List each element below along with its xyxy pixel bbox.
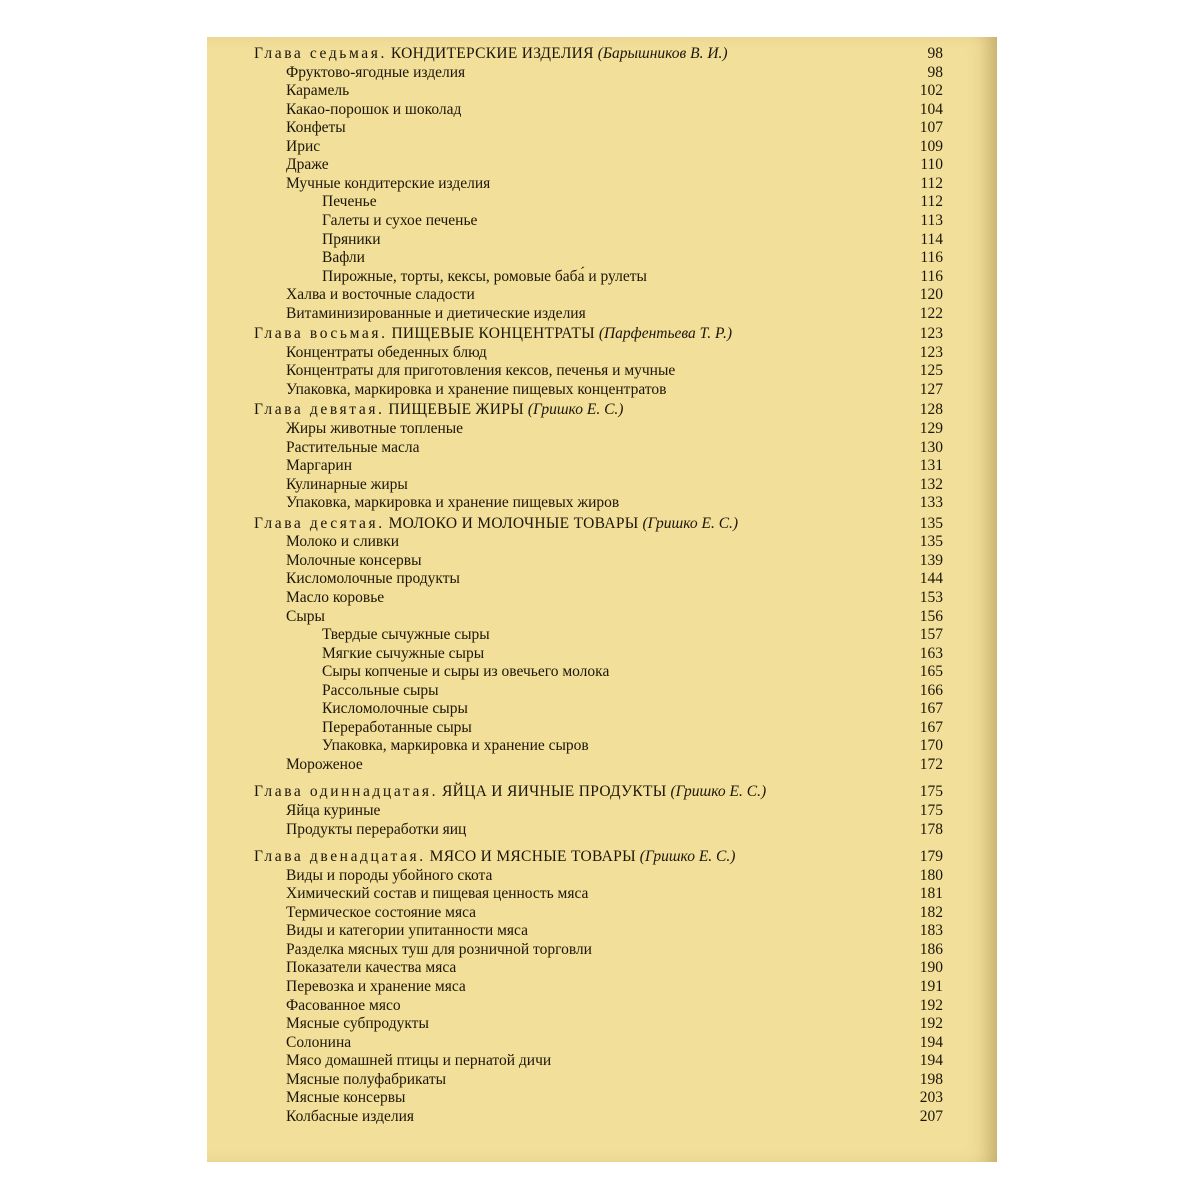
page-number: 178	[919, 820, 943, 838]
entry-title: Молоко и сливки	[286, 533, 400, 551]
chapter-author: (Гришко Е. С.)	[639, 848, 736, 866]
toc-entry	[207, 457, 997, 475]
page-number: 194	[919, 1033, 943, 1051]
entry-title: Сыры	[286, 607, 325, 625]
entry-title: Халва и восточные сладости	[286, 286, 475, 304]
page-number: 203	[919, 1089, 943, 1107]
page-number: 165	[919, 663, 943, 681]
entry-title: Рассольные сыры	[322, 681, 439, 699]
entry-title: Виды и категории упитанности мяса	[286, 922, 528, 940]
page-number: 175	[919, 802, 943, 819]
page-number: 128	[919, 401, 943, 419]
toc-entry	[207, 867, 997, 885]
toc-entry	[207, 1071, 997, 1089]
page-number: 112	[920, 193, 943, 211]
toc-entry	[207, 212, 997, 230]
page-number: 98	[927, 45, 943, 62]
entry-title: Жиры животные топленые	[286, 420, 464, 437]
page-number: 131	[919, 457, 943, 475]
entry-title: Термическое состояние мяса	[286, 903, 477, 921]
toc-entry	[207, 138, 997, 156]
entry-title: Мясные консервы	[286, 1089, 406, 1107]
toc-entry	[207, 305, 997, 323]
entry-title: Масло коровье	[286, 588, 385, 606]
chapter-heading	[207, 848, 997, 866]
chapter-title: ПИЩЕВЫЕ КОНЦЕНТРАТЫ	[391, 325, 595, 343]
page-number: 190	[919, 959, 943, 977]
toc-entry	[207, 175, 997, 193]
chapter-prefix: Глава одиннадцатая.	[254, 783, 439, 801]
chapter-heading	[207, 45, 997, 63]
page-number: 156	[919, 607, 943, 625]
chapter-heading	[207, 515, 997, 533]
page-number: 166	[919, 681, 943, 699]
page-number: 114	[920, 230, 943, 248]
toc-entry	[207, 119, 997, 137]
page-number: 175	[919, 783, 943, 801]
page-number: 116	[920, 267, 943, 285]
chapter-prefix: Глава девятая.	[254, 401, 385, 419]
page-number: 135	[919, 533, 943, 551]
page-number: 172	[919, 755, 943, 773]
page-number: 135	[919, 514, 943, 532]
toc-entry	[207, 439, 997, 457]
entry-title: Концентраты обеденных блюд	[286, 343, 487, 361]
page-number: 181	[919, 885, 943, 903]
chapter-heading-text	[254, 45, 728, 63]
chapter-author: (Барышников В. И.)	[597, 45, 728, 62]
chapter-heading-text	[254, 848, 735, 866]
toc-entry	[207, 922, 997, 940]
chapter-title: МОЛОКО И МОЛОЧНЫЕ ТОВАРЫ	[388, 514, 639, 532]
page-number: 123	[919, 325, 943, 343]
toc-entry	[207, 82, 997, 100]
entry-title: Переработанные сыры	[322, 718, 472, 736]
page-number: 120	[919, 286, 943, 304]
toc-entry	[207, 420, 997, 438]
chapter-heading	[207, 783, 997, 801]
page-number: 192	[919, 1015, 943, 1033]
entry-title: Мороженое	[286, 755, 363, 773]
page-number: 192	[919, 996, 943, 1014]
entry-title: Показатели качества мяса	[286, 959, 457, 977]
chapter-title: ЯЙЦА И ЯИЧНЫЕ ПРОДУКТЫ	[442, 783, 667, 801]
toc-entry	[207, 663, 997, 681]
entry-title: Карамель	[286, 82, 350, 100]
toc-entry	[207, 231, 997, 249]
toc-entry	[207, 1015, 997, 1033]
chapter-title: КОНДИТЕРСКИЕ ИЗДЕЛИЯ	[390, 45, 594, 62]
page-number: 170	[919, 737, 943, 755]
page-number: 144	[919, 570, 943, 588]
toc-entry	[207, 645, 997, 663]
page-number: 104	[919, 100, 943, 118]
toc-entry	[207, 1108, 997, 1126]
page-number: 139	[919, 551, 943, 569]
entry-title: Твердые сычужные сыры	[322, 626, 490, 644]
page-number: 194	[919, 1052, 943, 1070]
entry-title: Мучные кондитерские изделия	[286, 174, 491, 192]
chapter-heading-text	[254, 783, 766, 801]
toc-entry	[207, 193, 997, 211]
entry-title: Яйца куриные	[286, 802, 381, 819]
chapter-heading-text	[254, 325, 732, 343]
page-number: 129	[919, 420, 943, 437]
page-number: 167	[919, 700, 943, 718]
toc-entry	[207, 494, 997, 512]
toc-entry	[207, 476, 997, 494]
chapter-prefix: Глава восьмая.	[254, 325, 388, 343]
entry-title: Мягкие сычужные сыры	[322, 644, 485, 662]
entry-title: Маргарин	[286, 457, 352, 475]
toc-entry	[207, 904, 997, 922]
page-number: 153	[919, 588, 943, 606]
entry-title: Концентраты для приготовления кексов, печенья и мучные	[286, 362, 676, 380]
chapter-heading	[207, 401, 997, 419]
entry-title: Перевозка и хранение мяса	[286, 977, 466, 995]
page-number: 102	[919, 82, 943, 100]
entry-title: Кисломолочные продукты	[286, 570, 460, 588]
entry-title: Конфеты	[286, 119, 346, 137]
page-number: 107	[919, 119, 943, 137]
chapter-prefix: Глава двенадцатая.	[254, 848, 426, 866]
page-number: 183	[919, 922, 943, 940]
chapter-prefix: Глава седьмая.	[254, 45, 387, 62]
entry-title: Фруктово-ягодные изделия	[286, 63, 466, 81]
toc-entry	[207, 682, 997, 700]
toc-entry	[207, 608, 997, 626]
entry-title: Виды и породы убойного скота	[286, 866, 493, 884]
chapter-title: ПИЩЕВЫЕ ЖИРЫ	[388, 401, 524, 419]
toc-entry	[207, 997, 997, 1015]
page-number: 113	[920, 211, 943, 229]
page-number: 109	[919, 137, 943, 155]
page-number: 167	[919, 718, 943, 736]
page-number: 186	[919, 940, 943, 958]
toc-entry	[207, 756, 997, 774]
chapter-heading-text	[254, 401, 623, 419]
toc-entry	[207, 1052, 997, 1070]
toc-entry	[207, 156, 997, 174]
page-number: 182	[919, 903, 943, 921]
entry-title: Печенье	[322, 193, 377, 211]
page-number: 122	[919, 304, 943, 322]
entry-title: Продукты переработки яиц	[286, 820, 467, 838]
page-number: 98	[927, 63, 943, 81]
page-number: 180	[919, 866, 943, 884]
page-number: 132	[919, 475, 943, 493]
entry-title: Солонина	[286, 1033, 352, 1051]
toc-entry	[207, 344, 997, 362]
entry-title: Мясные полуфабрикаты	[286, 1070, 447, 1088]
toc-entry	[207, 570, 997, 588]
page-number: 112	[920, 174, 943, 192]
entry-title: Сыры копченые и сыры из овечьего молока	[322, 663, 610, 681]
chapter-title: МЯСО И МЯСНЫЕ ТОВАРЫ	[429, 848, 636, 866]
entry-title: Кулинарные жиры	[286, 475, 408, 493]
toc-entry	[207, 719, 997, 737]
toc-entry	[207, 821, 997, 839]
toc-entry	[207, 885, 997, 903]
toc-entry	[207, 552, 997, 570]
entry-title: Вафли	[322, 249, 365, 267]
toc-entry	[207, 1089, 997, 1107]
entry-title: Кисломолочные сыры	[322, 700, 468, 718]
toc-entry	[207, 978, 997, 996]
toc-entry	[207, 626, 997, 644]
toc-entry	[207, 802, 997, 820]
page-number: 179	[919, 848, 943, 866]
entry-title: Пряники	[322, 230, 381, 248]
entry-title: Пирожные, торты, кексы, ромовые баба́ и рулеты	[322, 267, 647, 285]
page-number: 191	[919, 977, 943, 995]
page-number: 157	[919, 626, 943, 644]
page-number: 207	[919, 1107, 943, 1125]
chapter-heading-text	[254, 515, 738, 533]
entry-title: Витаминизированные и диетические изделия	[286, 304, 586, 322]
page-number: 123	[919, 343, 943, 361]
chapter-author: (Гришко Е. С.)	[670, 783, 767, 801]
toc-entry	[207, 941, 997, 959]
page-number: 127	[919, 380, 943, 398]
entry-title: Ирис	[286, 137, 321, 155]
toc-entry	[207, 286, 997, 304]
chapter-heading	[207, 325, 997, 343]
entry-title: Разделка мясных туш для розничной торговли	[286, 940, 592, 958]
page-number: 198	[919, 1070, 943, 1088]
toc-entry	[207, 533, 997, 551]
entry-title: Молочные консервы	[286, 551, 422, 569]
page-number: 130	[919, 438, 943, 456]
chapter-prefix: Глава десятая.	[254, 514, 385, 532]
entry-title: Фасованное мясо	[286, 996, 401, 1014]
toc-entry	[207, 589, 997, 607]
entry-title: Мясные субпродукты	[286, 1015, 429, 1033]
page-number: 116	[920, 249, 943, 267]
entry-title: Растительные масла	[286, 438, 420, 456]
entry-title: Драже	[286, 156, 329, 174]
entry-title: Какао-порошок и шоколад	[286, 100, 462, 118]
toc-entry	[207, 737, 997, 755]
toc-entry	[207, 101, 997, 119]
entry-title: Мясо домашней птицы и пернатой дичи	[286, 1052, 552, 1070]
entry-title: Упаковка, маркировка и хранение сыров	[322, 737, 589, 755]
book-page	[207, 37, 997, 1162]
chapter-author: (Парфентьева Т. Р.)	[598, 325, 732, 343]
entry-title: Упаковка, маркировка и хранение пищевых жиров	[286, 494, 620, 512]
page-number: 133	[919, 494, 943, 512]
entry-title: Упаковка, маркировка и хранение пищевых концентратов	[286, 380, 667, 398]
chapter-author: (Гришко Е. С.)	[642, 514, 739, 532]
page-number: 110	[920, 156, 943, 174]
toc-entry	[207, 362, 997, 380]
page-number: 163	[919, 644, 943, 662]
toc-entry	[207, 381, 997, 399]
toc-entry	[207, 1034, 997, 1052]
page-number: 125	[919, 362, 943, 380]
chapter-author: (Гришко Е. С.)	[527, 401, 624, 419]
toc-entry	[207, 959, 997, 977]
entry-title: Галеты и сухое печенье	[322, 211, 478, 229]
toc-entry	[207, 700, 997, 718]
toc-entry	[207, 249, 997, 267]
entry-title: Колбасные изделия	[286, 1107, 415, 1125]
entry-title: Химический состав и пищевая ценность мяса	[286, 885, 589, 903]
toc-entry	[207, 64, 997, 82]
toc-entry	[207, 268, 997, 286]
